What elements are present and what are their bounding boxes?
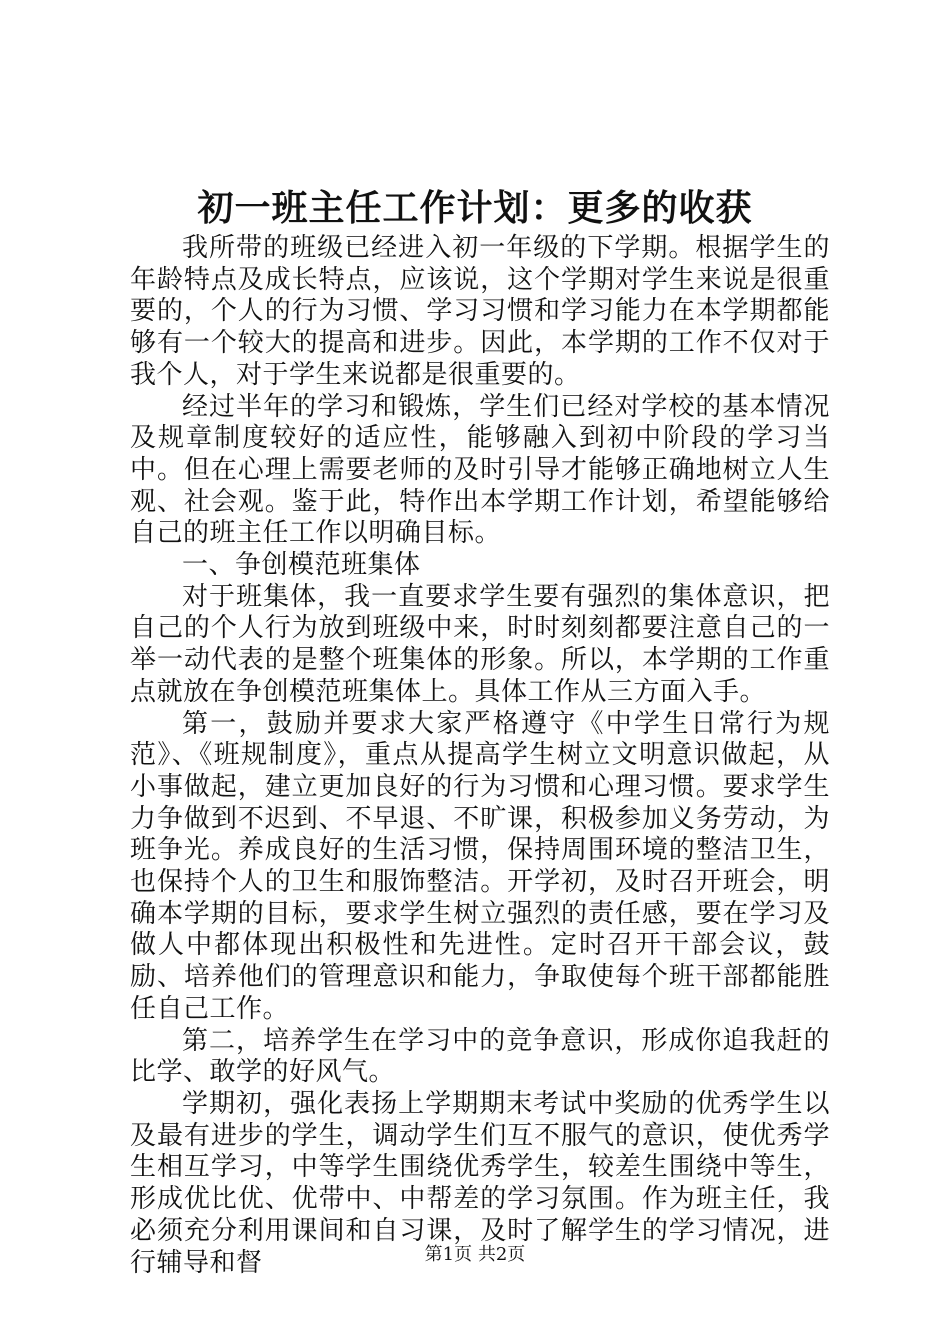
document-body bbox=[130, 233, 830, 1279]
paragraph: 第二，培养学生在学习中的竞争意识，形成你追我赶的比学、敢学的好风气。 bbox=[130, 1025, 830, 1088]
paragraph: 经过半年的学习和锻炼，学生们已经对学校的基本情况及规章制度较好的适应性，能够融入到初中阶段的学习当中。但在心理上需要老师的及时引导才能够正确地树立人生观、社会观。鉴于此，特作出本学期工作计划，希望能够给自己的班主任工作以明确目标。 bbox=[130, 391, 830, 549]
document-title: 初一班主任工作计划：更多的收获 bbox=[197, 187, 753, 229]
paragraph: 学期初，强化表扬上学期期末考试中奖励的优秀学生以及最有进步的学生，调动学生们互不服气的意识，使优秀学生相互学习，中等学生围绕优秀学生，较差生围绕中等生，形成优比优、优带中、中帮差的学习氛围。作为班主任，我必须充分利用课间和自习课，及时了解学生的学习情况，进行辅导和督 bbox=[130, 1088, 830, 1278]
paragraph: 第一，鼓励并要求大家严格遵守《中学生日常行为规范》、《班规制度》，重点从提高学生树立文明意识做起，从小事做起，建立更加良好的行为习惯和心理习惯。要求学生力争做到不迟到、不早退、不旷课，积极参加义务劳动，为班争光。养成良好的生活习惯，保持周围环境的整洁卫生，也保持个人的卫生和服饰整洁。开学初，及时召开班会，明确本学期的目标，要求学生树立强烈的责任感，要在学习及做人中都体现出积极性和先进性。定时召开干部会议，鼓励、培养他们的管理意识和能力，争取使每个班干部都能胜任自己工作。 bbox=[130, 708, 830, 1024]
paragraph: 对于班集体，我一直要求学生要有强烈的集体意识，把自己的个人行为放到班级中来，时时刻刻都要注意自己的一举一动代表的是整个班集体的形象。所以，本学期的工作重点就放在争创模范班集体上。具体工作从三方面入手。 bbox=[130, 581, 830, 707]
page-footer: 第1页 共2页 bbox=[424, 1244, 526, 1265]
paragraph: 我所带的班级已经进入初一年级的下学期。根据学生的年龄特点及成长特点，应该说，这个学期对学生来说是很重要的，个人的行为习惯、学习习惯和学习能力在本学期都能够有一个较大的提高和进步。因此，本学期的工作不仅对于我个人，对于学生来说都是很重要的。 bbox=[130, 233, 830, 390]
section-heading: 一、争创模范班集体 bbox=[182, 550, 421, 581]
